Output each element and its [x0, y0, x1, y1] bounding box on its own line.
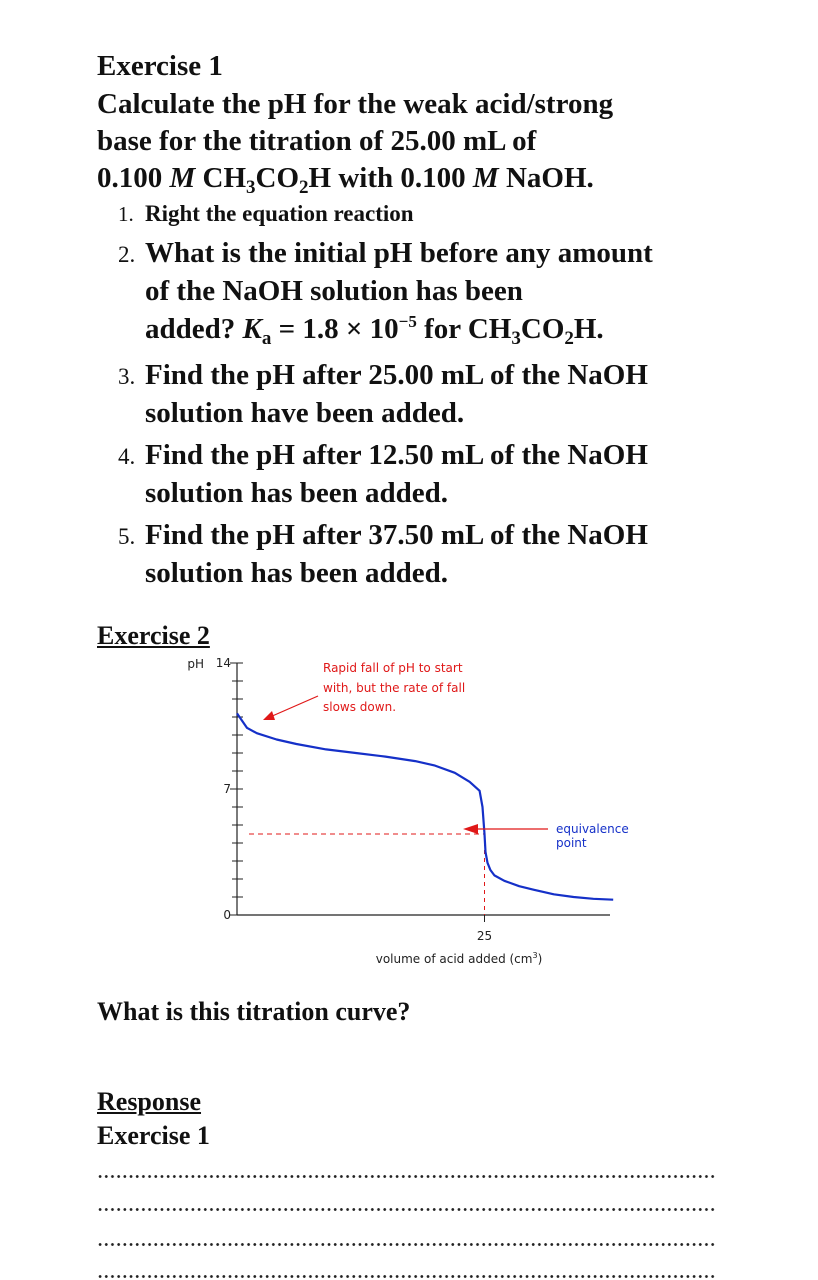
- x-axis-label: [376, 951, 543, 966]
- exercise2-title: Exercise 2: [97, 621, 210, 650]
- answer-dotted-line-1[interactable]: [97, 1175, 717, 1178]
- molar-unit-1: M: [169, 162, 196, 194]
- y-axis-label: pH: [187, 657, 204, 671]
- question-number: 3.: [118, 364, 136, 389]
- y-tick-label-7: 7: [223, 782, 231, 796]
- equivalence-label-line2: point: [556, 836, 587, 850]
- question-line: of the NaOH solution has been: [145, 275, 523, 307]
- statement-line-2: base for the titration of 25.00 mL of: [97, 125, 537, 157]
- formula-part: H with 0.100: [308, 162, 473, 194]
- text-part: added?: [145, 313, 243, 345]
- question-line: What is the initial pH before any amount: [145, 237, 653, 269]
- response-title: Response: [97, 1087, 202, 1116]
- formula-part: NaOH.: [498, 162, 594, 194]
- chart-axes: [237, 663, 610, 915]
- ph-curve-line: [237, 713, 613, 899]
- ka-symbol: K: [242, 313, 262, 345]
- annotation-rapid-fall-line2: with, but the rate of fall: [323, 681, 466, 695]
- subscript: 2: [299, 177, 309, 198]
- question-line: solution have been added.: [145, 397, 465, 429]
- exercise1-title: Exercise 1: [97, 50, 223, 82]
- question-number: 1.: [118, 202, 134, 226]
- x-tick-label-25: 25: [476, 929, 493, 943]
- molar-unit-2: M: [472, 162, 499, 194]
- subscript: 2: [564, 328, 574, 349]
- conc-1: 0.100: [97, 162, 170, 194]
- answer-dotted-line-3[interactable]: [97, 1243, 717, 1246]
- x-axis-label-end: ): [537, 952, 543, 966]
- annotation-rapid-fall-line3: slows down.: [323, 700, 397, 714]
- subscript: a: [261, 328, 272, 349]
- response-exercise1-label: Exercise 1: [97, 1121, 210, 1150]
- question-number: 5.: [118, 524, 136, 549]
- question-number: 4.: [118, 444, 136, 469]
- exponent: −5: [398, 312, 417, 331]
- formula-part: CO: [255, 162, 300, 194]
- answer-dotted-line-4[interactable]: [97, 1275, 717, 1278]
- equivalence-label-line1: equivalence: [556, 822, 629, 836]
- subscript: 3: [511, 328, 521, 349]
- text-part: for CH: [416, 313, 512, 345]
- text-part: H.: [573, 313, 604, 345]
- x-axis-label-superscript: 3: [532, 951, 538, 960]
- question-line: Find the pH after 12.50 mL of the NaOH: [145, 439, 648, 471]
- y-tick-label-14: 14: [215, 656, 231, 670]
- x-axis-label-text: volume of acid added (cm: [375, 952, 533, 966]
- text-part: CO: [520, 313, 565, 345]
- exercise2-question: What is this titration curve?: [97, 997, 411, 1026]
- annotation-arrow-head: [263, 711, 275, 720]
- formula-part: CH: [195, 162, 247, 194]
- subscript: 3: [246, 177, 256, 198]
- text-part: = 1.8 × 10: [271, 313, 399, 345]
- answer-dotted-line-2[interactable]: [97, 1208, 717, 1211]
- question-line: solution has been added.: [145, 557, 448, 589]
- y-tick-label-0: 0: [223, 908, 231, 922]
- question-line: solution has been added.: [145, 477, 448, 509]
- annotation-rapid-fall-line1: Rapid fall of pH to start: [323, 661, 463, 675]
- question-number: 2.: [118, 242, 136, 267]
- question-line: Find the pH after 37.50 mL of the NaOH: [145, 519, 648, 551]
- question-line: Find the pH after 25.00 mL of the NaOH: [145, 359, 648, 391]
- question-text: Right the equation reaction: [145, 201, 414, 226]
- annotation-arrow-line: [270, 696, 318, 717]
- statement-line-1: Calculate the pH for the weak acid/strong: [97, 88, 614, 120]
- equivalence-arrow-head: [463, 824, 478, 834]
